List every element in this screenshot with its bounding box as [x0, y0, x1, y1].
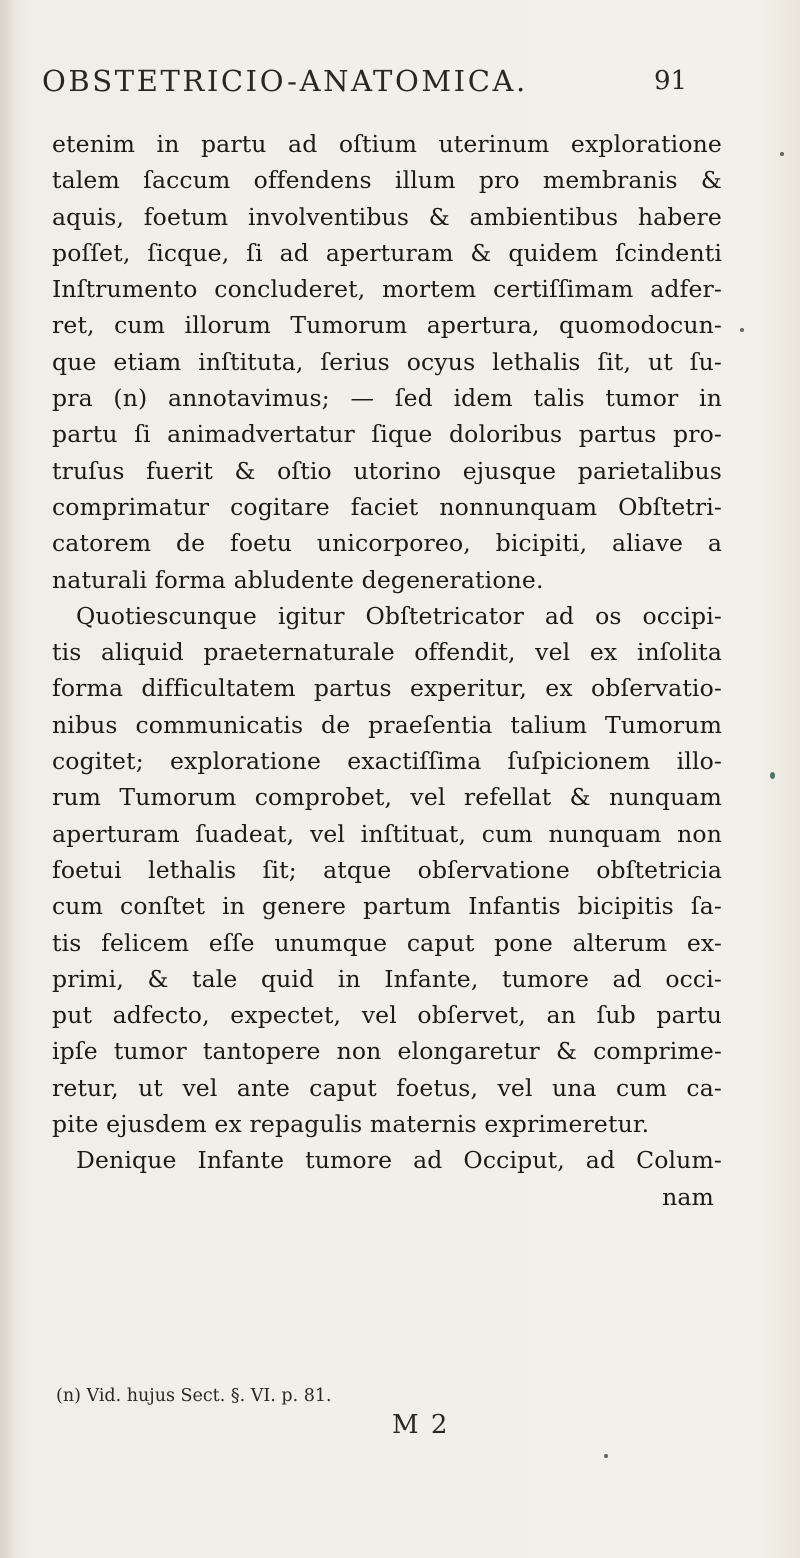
running-head: OBSTETRICIO-ANATOMICA. — [42, 64, 528, 98]
text-line: aquis, foetum involventibus & ambientibus habere — [52, 202, 722, 231]
text-line: que etiam inſtituta, ſerius ocyus lethalis ſit, ut ſu- — [52, 347, 722, 376]
text-line: tis aliquid praeternaturale offendit, vel ex inſolita — [52, 638, 722, 667]
text-line: cum conſtet in genere partum Infantis bicipitis ſa- — [52, 892, 722, 921]
text-line: cogitet; exploratione exactiſſima ſuſpicionem illo- — [52, 747, 722, 776]
page-header — [42, 64, 762, 108]
text-line: foetui lethalis ſit; atque obſervatione obſtetricia — [52, 855, 722, 884]
text-line: etenim in partu ad oſtium uterinum exploratione — [52, 130, 722, 158]
text-line: pra (n) annotavimus; — ſed idem talis tumor in — [52, 384, 722, 413]
margin-speck — [780, 152, 784, 156]
text-line: rum Tumorum comprobet, vel refellat & nunquam — [52, 783, 722, 812]
text-line: tis felicem eſſe unumque caput pone alterum ex- — [52, 928, 722, 957]
signature-mark: M 2 — [392, 1410, 450, 1440]
body-text — [52, 126, 722, 1215]
text-line: nibus communicatis de praeſentia talium Tumorum — [52, 710, 722, 739]
text-line: talem ſaccum offendens illum pro membranis & — [52, 166, 722, 195]
margin-speck — [740, 328, 744, 332]
gutter-shadow — [0, 0, 14, 1558]
page-number: 91 — [654, 66, 688, 96]
text-line: aperturam ſuadeat, vel inſtituat, cum nunquam non — [52, 819, 722, 848]
paragraph-end-line: pite ejusdem ex repagulis maternis exprimeretur. — [52, 1110, 650, 1139]
text-line: retur, ut vel ante caput foetus, vel una cum ca- — [52, 1073, 722, 1102]
paragraph-start-line: Quotiescunque igitur Obſtetricator ad os occipi- — [76, 601, 722, 630]
text-line: forma difficultatem partus experitur, ex obſervatio- — [52, 674, 722, 703]
text-line: primi, & tale quid in Infante, tumore ad occi- — [52, 964, 722, 993]
text-line: Inſtrumento concluderet, mortem certiſſimam adfer- — [52, 275, 722, 304]
text-line: ret, cum illorum Tumorum apertura, quomodocun- — [52, 311, 722, 340]
paragraph-end-line: naturali forma abludente degeneratione. — [52, 565, 544, 594]
text-line: put adfecto, expectet, vel obſervet, an ſub partu — [52, 1001, 722, 1030]
text-line: partu ſi animadvertatur ſique doloribus partus pro- — [52, 420, 722, 449]
text-line: truſus fuerit & oſtio utorino ejusque parietalibus — [52, 456, 722, 485]
text-line: comprimatur cogitare faciet nonnunquam Obſtetri- — [52, 492, 722, 521]
text-line: ipſe tumor tantopere non elongaretur & comprime- — [52, 1037, 722, 1066]
catchword: nam — [662, 1182, 714, 1211]
footnote: (n) Vid. hujus Sect. §. VI. p. 81. — [56, 1386, 332, 1406]
margin-speck — [604, 1454, 608, 1458]
paragraph-start-line: Denique Infante tumore ad Occiput, ad Colum- — [76, 1146, 722, 1175]
text-line: catorem de foetu unicorporeo, bicipiti, aliave a — [52, 529, 722, 558]
text-line: poſſet, ſicque, ſi ad aperturam & quidem ſcindenti — [52, 238, 722, 267]
margin-speck — [770, 772, 775, 779]
